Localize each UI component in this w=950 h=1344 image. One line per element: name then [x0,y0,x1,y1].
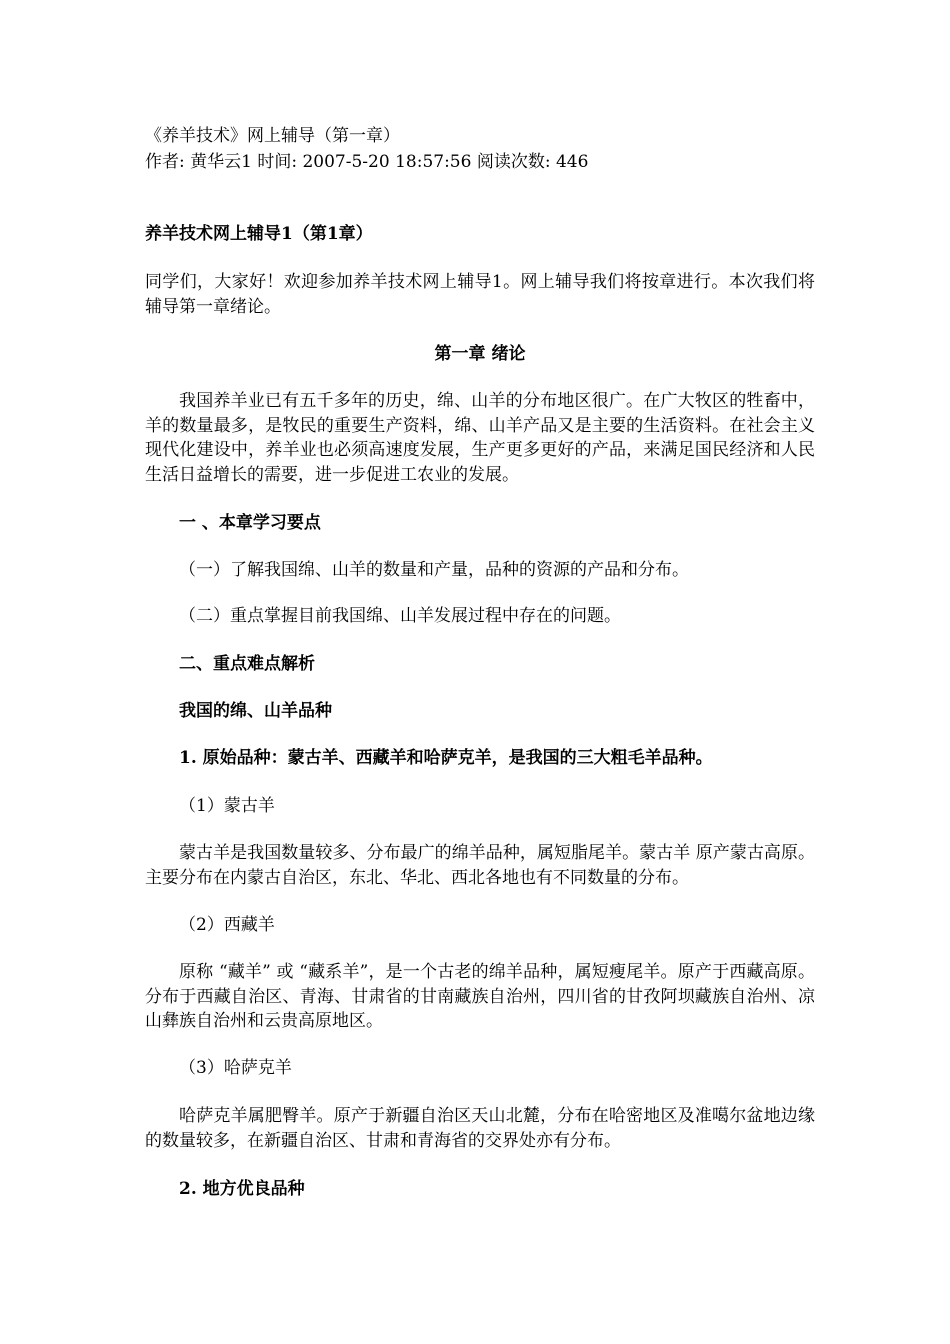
breed-3-title: （3）哈萨克羊 [179,1058,292,1078]
breed-2-text: 原称 “藏羊” 或 “藏系羊”，是一个古老的绵羊品种，属短瘦尾羊。原产于西藏高原。分布于西藏自治区、青海、甘肃省的甘南藏族自治州，四川省的甘孜阿坝藏族自治州、凉山彝族自治州和云贵高原地区。 [145,962,815,1031]
section-2-title: 二、重点难点解析 [179,654,315,674]
subsection-title: 我国的绵、山羊品种 [179,701,332,721]
chapter-title: 第一章 绪论 [434,344,526,364]
breed-2-title: （2）西藏羊 [179,915,275,935]
breed-3-text: 哈萨克羊属肥臀羊。原产于新疆自治区天山北麓，分布在哈密地区及准噶尔盆地边缘的数量较多，在新疆自治区、甘肃和青海省的交界处亦有分布。 [145,1106,815,1151]
intro-paragraph: 同学们，大家好！欢迎参加养羊技术网上辅导1。网上辅导我们将按章进行。本次我们将辅导第一章绪论。 [145,272,815,317]
article-heading: 养羊技术网上辅导1（第1章） [145,224,373,244]
item-2-title: 2. 地方优良品种 [179,1179,305,1199]
chapter-paragraph: 我国养羊业已有五千多年的历史，绵、山羊的分布地区很广。在广大牧区的牲畜中，羊的数量最多，是牧民的重要生产资料，绵、山羊产品又是主要的生活资料。在社会主义现代化建设中，养羊业也必须高速度发展，生产更多更好的产品，来满足国民经济和人民生活日益增长的需要，进一步促进工农业的发展。 [145,391,815,485]
doc-meta: 作者: 黄华云1 时间: 2007-5-20 18:57:56 阅读次数: 446 [145,152,589,172]
point-1: （一）了解我国绵、山羊的数量和产量，品种的资源的产品和分布。 [179,560,689,580]
section-1-title: 一 、本章学习要点 [179,513,321,533]
breed-1-text: 蒙古羊是我国数量较多、分布最广的绵羊品种，属短脂尾羊。蒙古羊 原产蒙古高原。主要分布在内蒙古自治区，东北、华北、西北各地也有不同数量的分布。 [145,843,815,888]
doc-title: 《养羊技术》网上辅导（第一章） [145,126,400,146]
point-2: （二）重点掌握目前我国绵、山羊发展过程中存在的问题。 [179,606,621,626]
item-1-title: 1. 原始品种：蒙古羊、西藏羊和哈萨克羊，是我国的三大粗毛羊品种。 [179,748,713,768]
breed-1-title: （1）蒙古羊 [179,796,275,816]
